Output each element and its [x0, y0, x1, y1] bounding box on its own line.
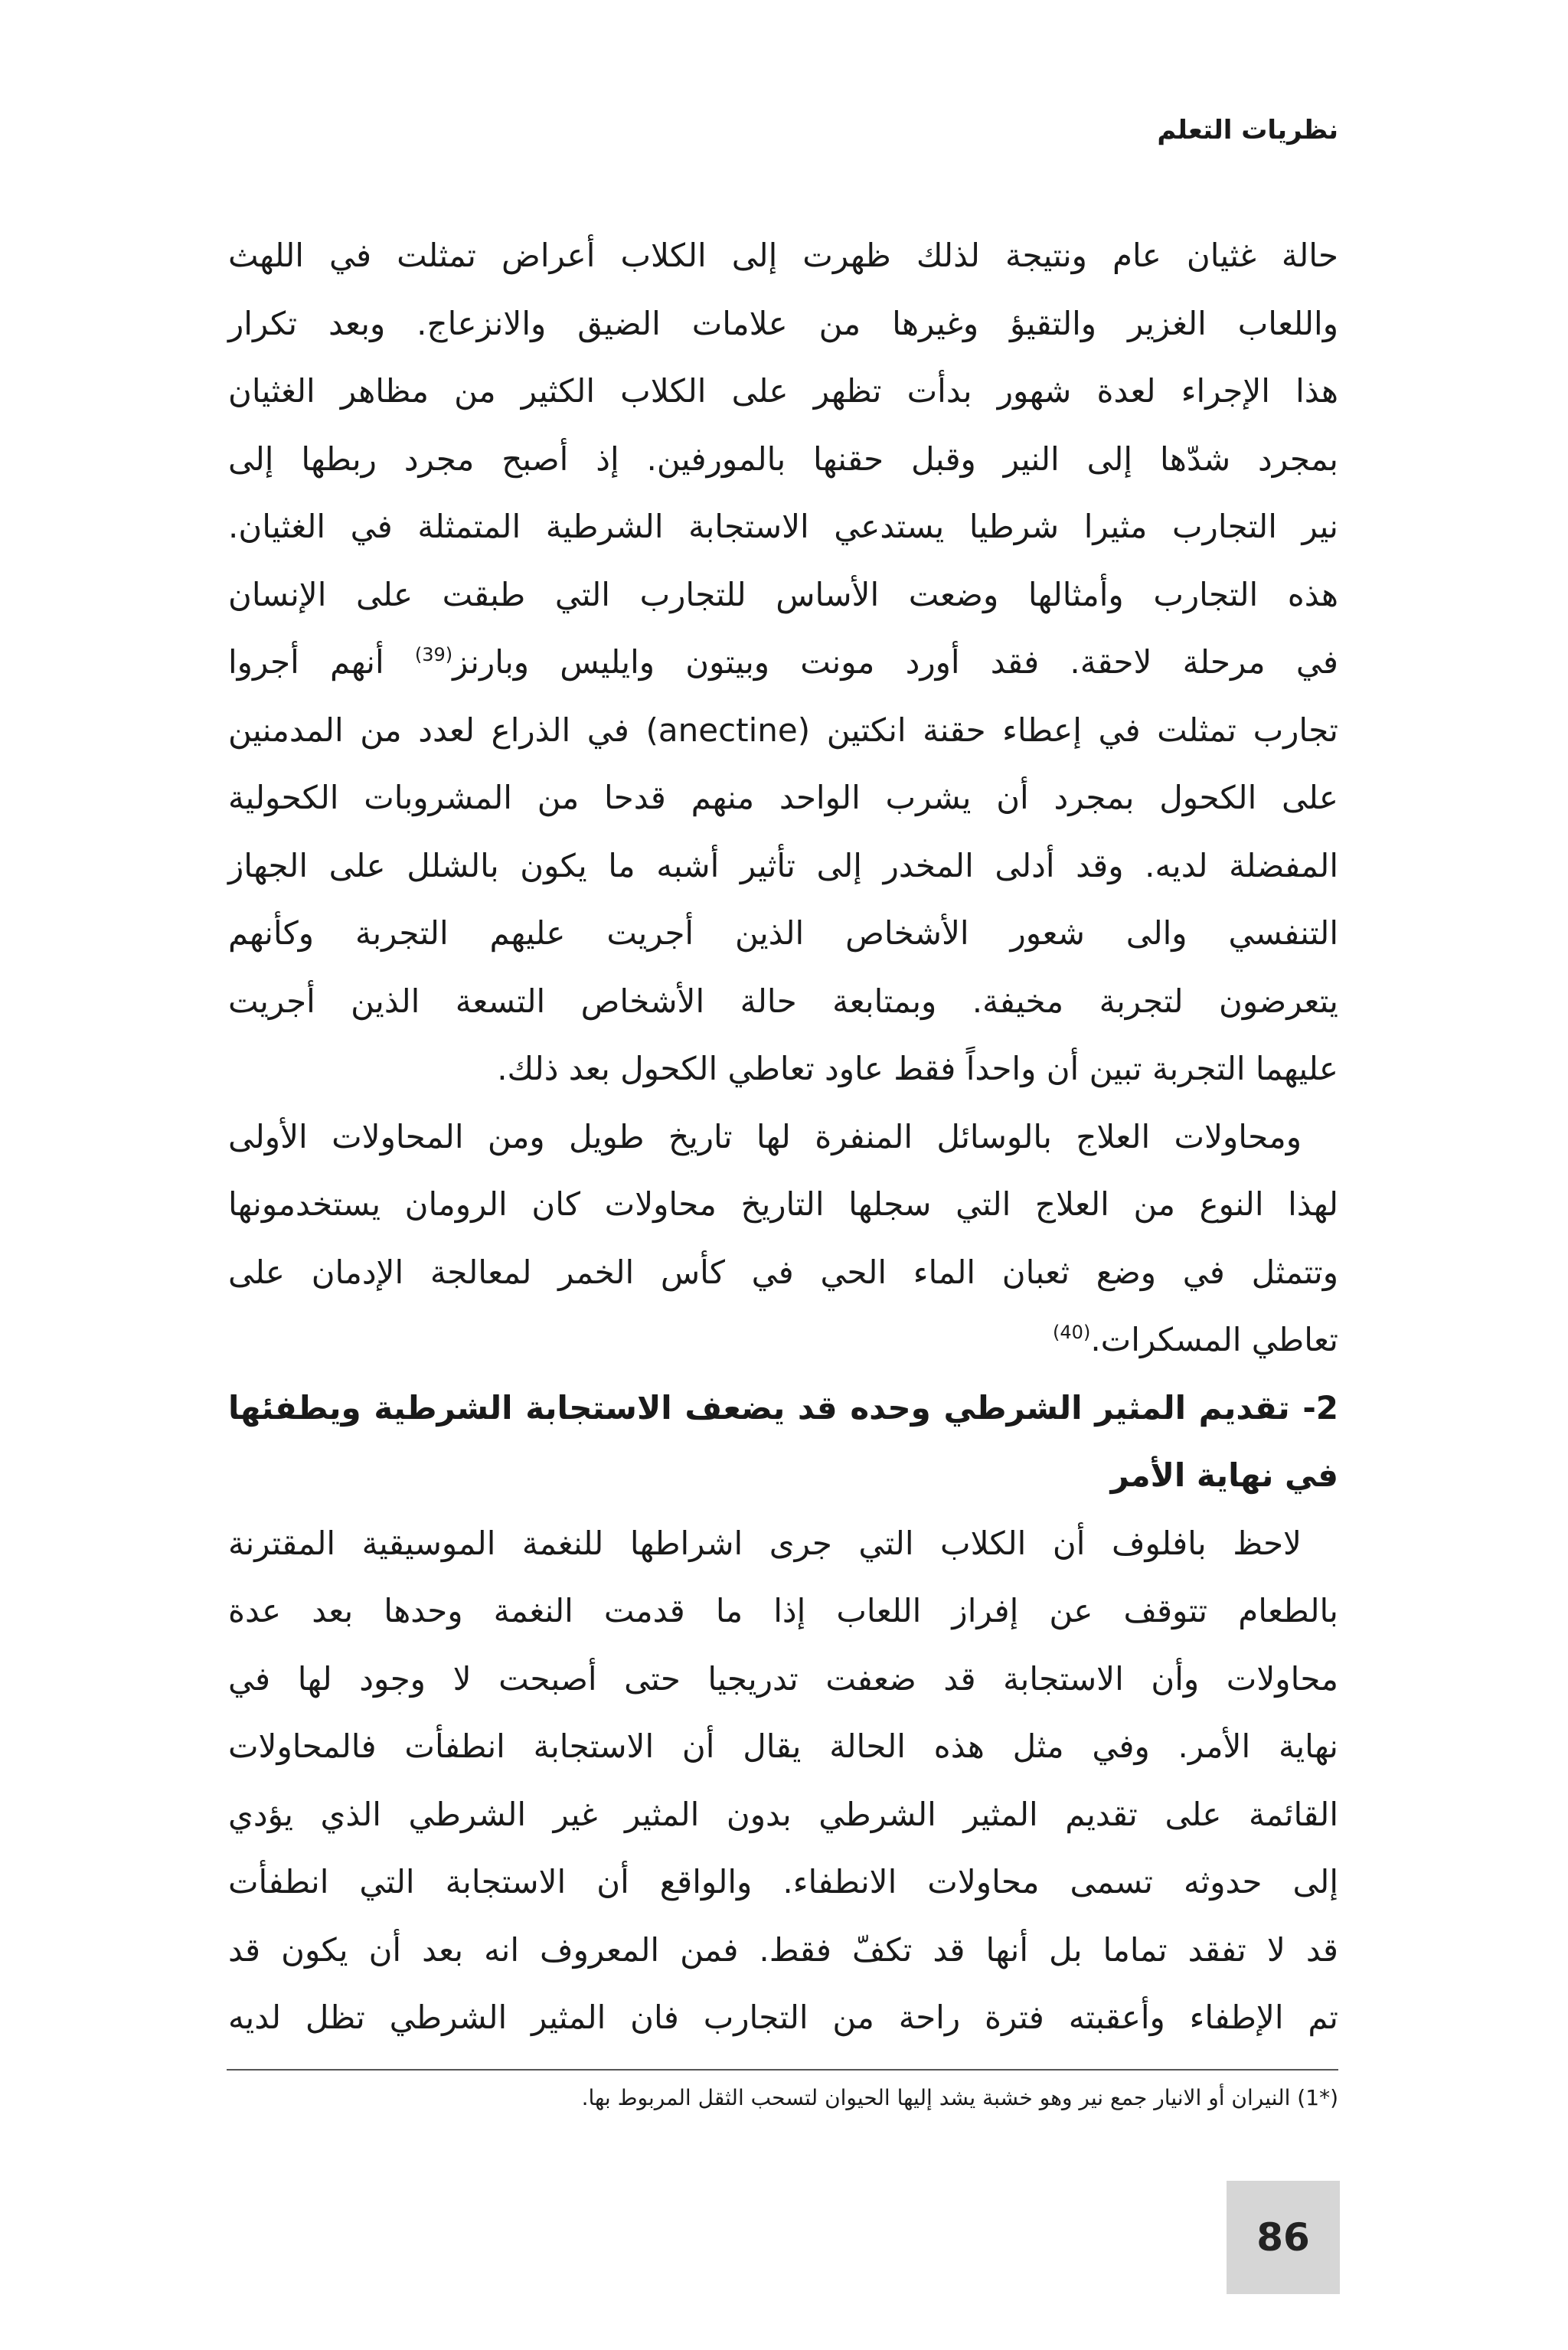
reference-number: (40)	[1053, 1322, 1091, 1343]
footnote: (*1) النيران أو الانيار جمع نير وهو خشبة يشد إليها الحيوان لتسحب الثقل المربوط بها.	[581, 2085, 1338, 2110]
running-header-title: نظريات التعلم	[1157, 115, 1338, 145]
latin-term: (anectine)	[645, 711, 811, 749]
text-line: بالطعام تتوقف عن إفراز اللعاب إذا ما قدمت النغمة وحدها بعد عدة	[228, 1592, 1338, 1629]
text-line: يتعرضون لتجربة مخيفة. وبمتابعة حالة الأشخاص التسعة الذين أجريت	[228, 982, 1338, 1020]
text-line: وتتمثل في وضع ثعبان الماء الحي في كأس الخمر لمعالجة الإدمان على	[228, 1253, 1338, 1291]
text-line: هذه التجارب وأمثالها وضعت الأساس للتجارب التي طبقت على الإنسان	[228, 575, 1338, 613]
page-number: 86	[1256, 2215, 1310, 2260]
text-line-with-reference	[228, 629, 1338, 697]
text-line-with-latin-term	[228, 697, 1338, 765]
text-line: عليهما التجربة تبين أن واحداً فقط عاود تعاطي الكحول بعد ذلك.	[497, 1050, 1338, 1087]
text-segment: أنهم أجروا	[228, 643, 415, 681]
text-line: القائمة على تقديم المثير الشرطي بدون المثير غير الشرطي الذي يؤدي	[228, 1795, 1338, 1833]
text-line: حالة غثيان عام ونتيجة لذلك ظهرت إلى الكلاب أعراض تمثلت في اللهث	[228, 237, 1338, 274]
paragraph-first-line: لاحظ بافلوف أن الكلاب التي جرى اشراطها للنغمة الموسيقية المقترنة	[228, 1524, 1302, 1562]
text-line: على الكحول بمجرد أن يشرب الواحد منهم قدحا من المشروبات الكحولية	[228, 779, 1338, 816]
text-line: التنفسي والى شعور الأشخاص الذين أجريت عليهم التجربة وكأنهم	[228, 914, 1338, 952]
text-line-with-reference	[228, 1306, 1338, 1374]
text-line: لهذا النوع من العلاج التي سجلها التاريخ محاولات كان الرومان يستخدمونها	[228, 1185, 1338, 1223]
text-line: بمجرد شدّها إلى النير وقبل حقنها بالمورفين. إذ أصبح مجرد ربطها إلى	[228, 440, 1338, 478]
text-line: واللعاب الغزير والتقيؤ وغيرها من علامات الضيق والانزعاج. وبعد تكرار	[228, 304, 1338, 342]
text-segment: في مرحلة لاحقة. فقد أورد مونت وبيتون وايليس وبارنز	[452, 643, 1338, 681]
text-line: إلى حدوثه تسمى محاولات الانطفاء. والواقع أن الاستجابة التي انطفأت	[228, 1863, 1338, 1901]
text-segment: تعاطي المسكرات.	[1090, 1321, 1338, 1358]
footnote-divider	[227, 2069, 1338, 2071]
text-line: تم الإطفاء وأعقبته فترة راحة من التجارب فان المثير الشرطي تظل لديه	[228, 1999, 1338, 2036]
text-line: نير التجارب مثيرا شرطيا يستدعي الاستجابة الشرطية المتمثلة في الغثيان.	[228, 508, 1338, 545]
text-line: هذا الإجراء لعدة شهور بدأت تظهر على الكلاب الكثير من مظاهر الغثيان	[228, 372, 1338, 410]
paragraph-first-line: ومحاولات العلاج بالوسائل المنفرة لها تاريخ طويل ومن المحاولات الأولى	[228, 1117, 1302, 1155]
text-line: محاولات وأن الاستجابة قد ضعفت تدريجيا حتى أصبحت لا وجود لها في	[228, 1659, 1338, 1698]
section-heading-continued: في نهاية الأمر	[1110, 1456, 1338, 1494]
reference-number: (39)	[414, 644, 453, 665]
text-line: نهاية الأمر. وفي مثل هذه الحالة يقال أن الاستجابة انطفأت فالمحاولات	[228, 1727, 1338, 1765]
text-segment: في الذراع لعدد من المدمنين	[228, 711, 646, 749]
text-segment: تجارب تمثلت في إعطاء حقنة انكتين	[810, 711, 1338, 749]
page-number-box	[1227, 2181, 1340, 2294]
text-line: المفضلة لديه. وقد أدلى المخدر إلى تأثير أشبه ما يكون بالشلل على الجهاز	[228, 846, 1338, 884]
section-heading: 2- تقديم المثير الشرطي وحده قد يضعف الاستجابة الشرطية ويطفئها	[228, 1388, 1338, 1427]
text-line: قد لا تفقد تماما بل أنها قد تكفّ فقط. فمن المعروف انه بعد أن يكون قد	[228, 1930, 1338, 1969]
body-text	[228, 222, 1338, 2052]
